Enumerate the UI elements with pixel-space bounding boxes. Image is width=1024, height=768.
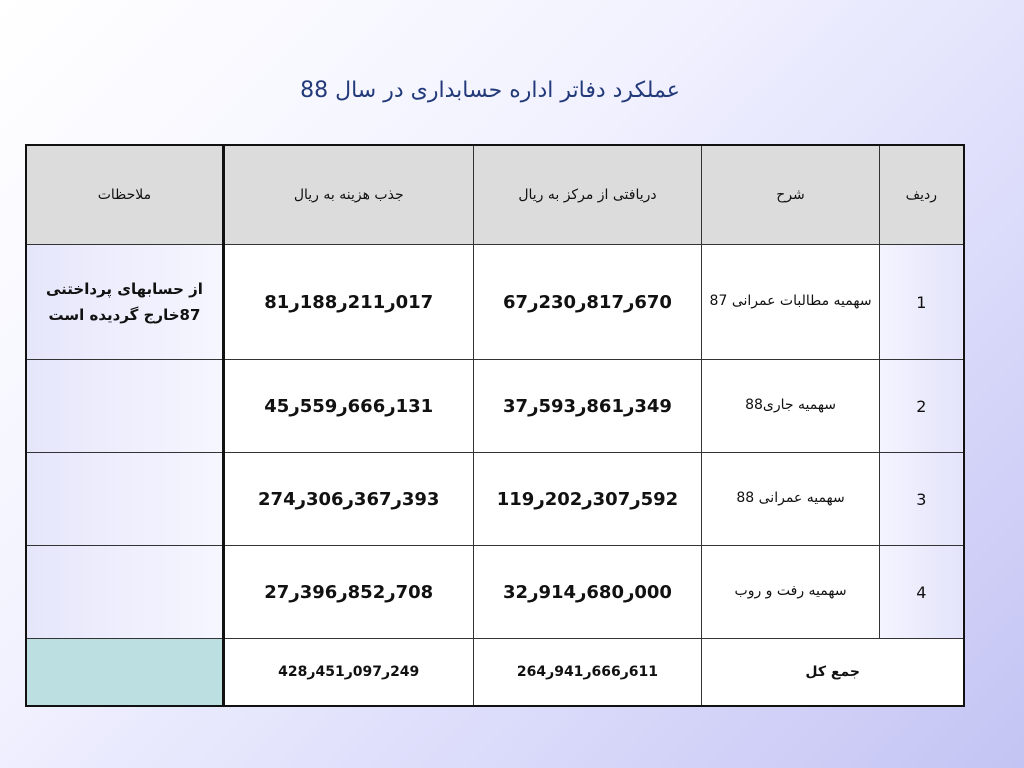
header-cost: جذب هزینه به ریال (223, 145, 473, 245)
row-cost: 393ر367ر306ر274 (223, 453, 473, 546)
row-received: 349ر861ر593ر37 (473, 360, 702, 453)
table-row (26, 453, 964, 546)
row-description: سهمیه رفت و روب (702, 546, 879, 639)
row-index: 3 (879, 453, 964, 546)
table-row (26, 546, 964, 639)
row-description: سهمیه مطالبات عمرانی 87 (702, 245, 879, 360)
row-notes (26, 453, 223, 546)
table-row (26, 360, 964, 453)
page-title: عملکرد دفاتر اداره حسابداری در سال 88 (300, 78, 680, 103)
total-received: 611ر666ر941ر264 (473, 639, 702, 707)
row-notes: از حسابهای پرداختنی 87خارج گردیده است (26, 245, 223, 360)
header-received: دریافتی از مرکز به ریال (473, 145, 702, 245)
header-description: شرح (702, 145, 879, 245)
row-description: سهمیه جاری88 (702, 360, 879, 453)
total-cost: 249ر097ر451ر428 (223, 639, 473, 707)
row-description: سهمیه عمرانی 88 (702, 453, 879, 546)
row-index: 1 (879, 245, 964, 360)
total-label: جمع کل (702, 639, 964, 707)
row-received: 000ر680ر914ر32 (473, 546, 702, 639)
row-notes (26, 546, 223, 639)
total-notes (26, 639, 223, 707)
row-received: 670ر817ر230ر67 (473, 245, 702, 360)
row-notes (26, 360, 223, 453)
header-notes: ملاحظات (26, 145, 223, 245)
total-row (26, 639, 964, 707)
row-index: 2 (879, 360, 964, 453)
row-index: 4 (879, 546, 964, 639)
accounting-table (25, 144, 965, 707)
row-cost: 131ر666ر559ر45 (223, 360, 473, 453)
row-received: 592ر307ر202ر119 (473, 453, 702, 546)
table-header-row (26, 145, 964, 245)
table-row (26, 245, 964, 360)
header-index: ردیف (879, 145, 964, 245)
row-cost: 017ر211ر188ر81 (223, 245, 473, 360)
row-cost: 708ر852ر396ر27 (223, 546, 473, 639)
